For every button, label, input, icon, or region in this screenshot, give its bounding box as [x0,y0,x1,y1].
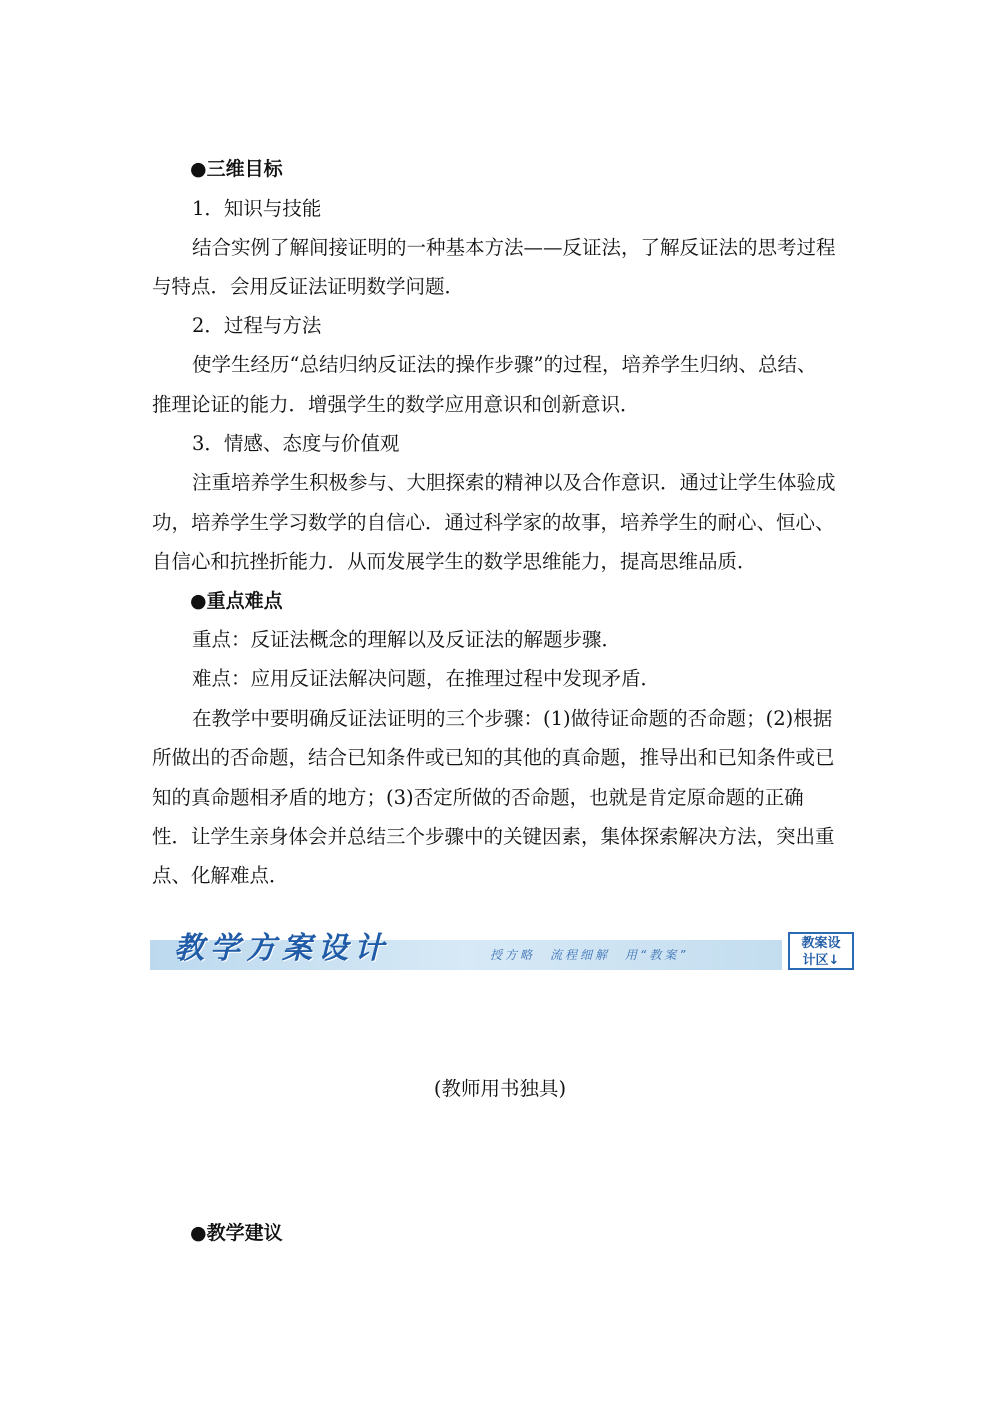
goal2-title: 2．过程与方法 [192,314,322,337]
goal3-text-line3: 自信心和抗挫折能力．从而发展学生的数学思维能力，提高思维品质． [152,550,757,573]
goal3-text-line1: 注重培养学生积极参与、大胆探索的精神以及合作意识．通过让学生体验成 [192,471,836,494]
method-paragraph-line1: 在教学中要明确反证法证明的三个步骤：(1)做待证命题的否命题；(2)根据 [192,707,833,730]
difficulty-text: 难点：应用反证法解决问题，在推理过程中发现矛盾． [192,667,661,690]
teacher-book-note: (教师用书独具) [433,1077,567,1100]
key-point-text: 重点：反证法概念的理解以及反证法的解题步骤． [192,628,622,651]
goal1-text-line2: 与特点．会用反证法证明数学问题． [152,275,465,298]
banner-subtitle: 授方略 流程细解 用“教案” [490,948,689,962]
teaching-plan-banner [150,926,860,972]
goal1-text-line1: 结合实例了解间接证明的一种基本方法——反证法，了解反证法的思考过程 [192,236,836,259]
goal1-title: 1．知识与技能 [192,197,322,220]
method-paragraph-line5: 点、化解难点． [152,864,289,887]
lesson-design-area-badge [788,932,854,970]
badge-line2: 计区↓ [802,953,840,968]
method-paragraph-line3: 知的真命题相矛盾的地方；(3)否定所做的否命题，也就是肯定原命题的正确 [152,786,804,809]
banner-title: 教学方案设计 [174,931,390,966]
section-heading-three-goals: ●三维目标 [190,158,283,180]
goal3-title: 3．情感、态度与价值观 [192,432,400,455]
section-heading-key-difficulty: ●重点难点 [190,590,283,612]
goal2-text-line2: 推理论证的能力．增强学生的数学应用意识和创新意识． [152,393,640,416]
method-paragraph-line2: 所做出的否命题，结合已知条件或已知的其他的真命题，推导出和已知条件或已 [152,746,835,769]
badge-line1: 教案设 [801,936,841,951]
section-heading-teaching-suggestions: ●教学建议 [190,1222,283,1244]
method-paragraph-line4: 性．让学生亲身体会并总结三个步骤中的关键因素，集体探索解决方法，突出重 [152,825,835,848]
goal3-text-line2: 功，培养学生学习数学的自信心．通过科学家的故事，培养学生的耐心、恒心、 [152,511,835,534]
goal2-text-line1: 使学生经历“总结归纳反证法的操作步骤”的过程，培养学生归纳、总结、 [192,353,817,376]
